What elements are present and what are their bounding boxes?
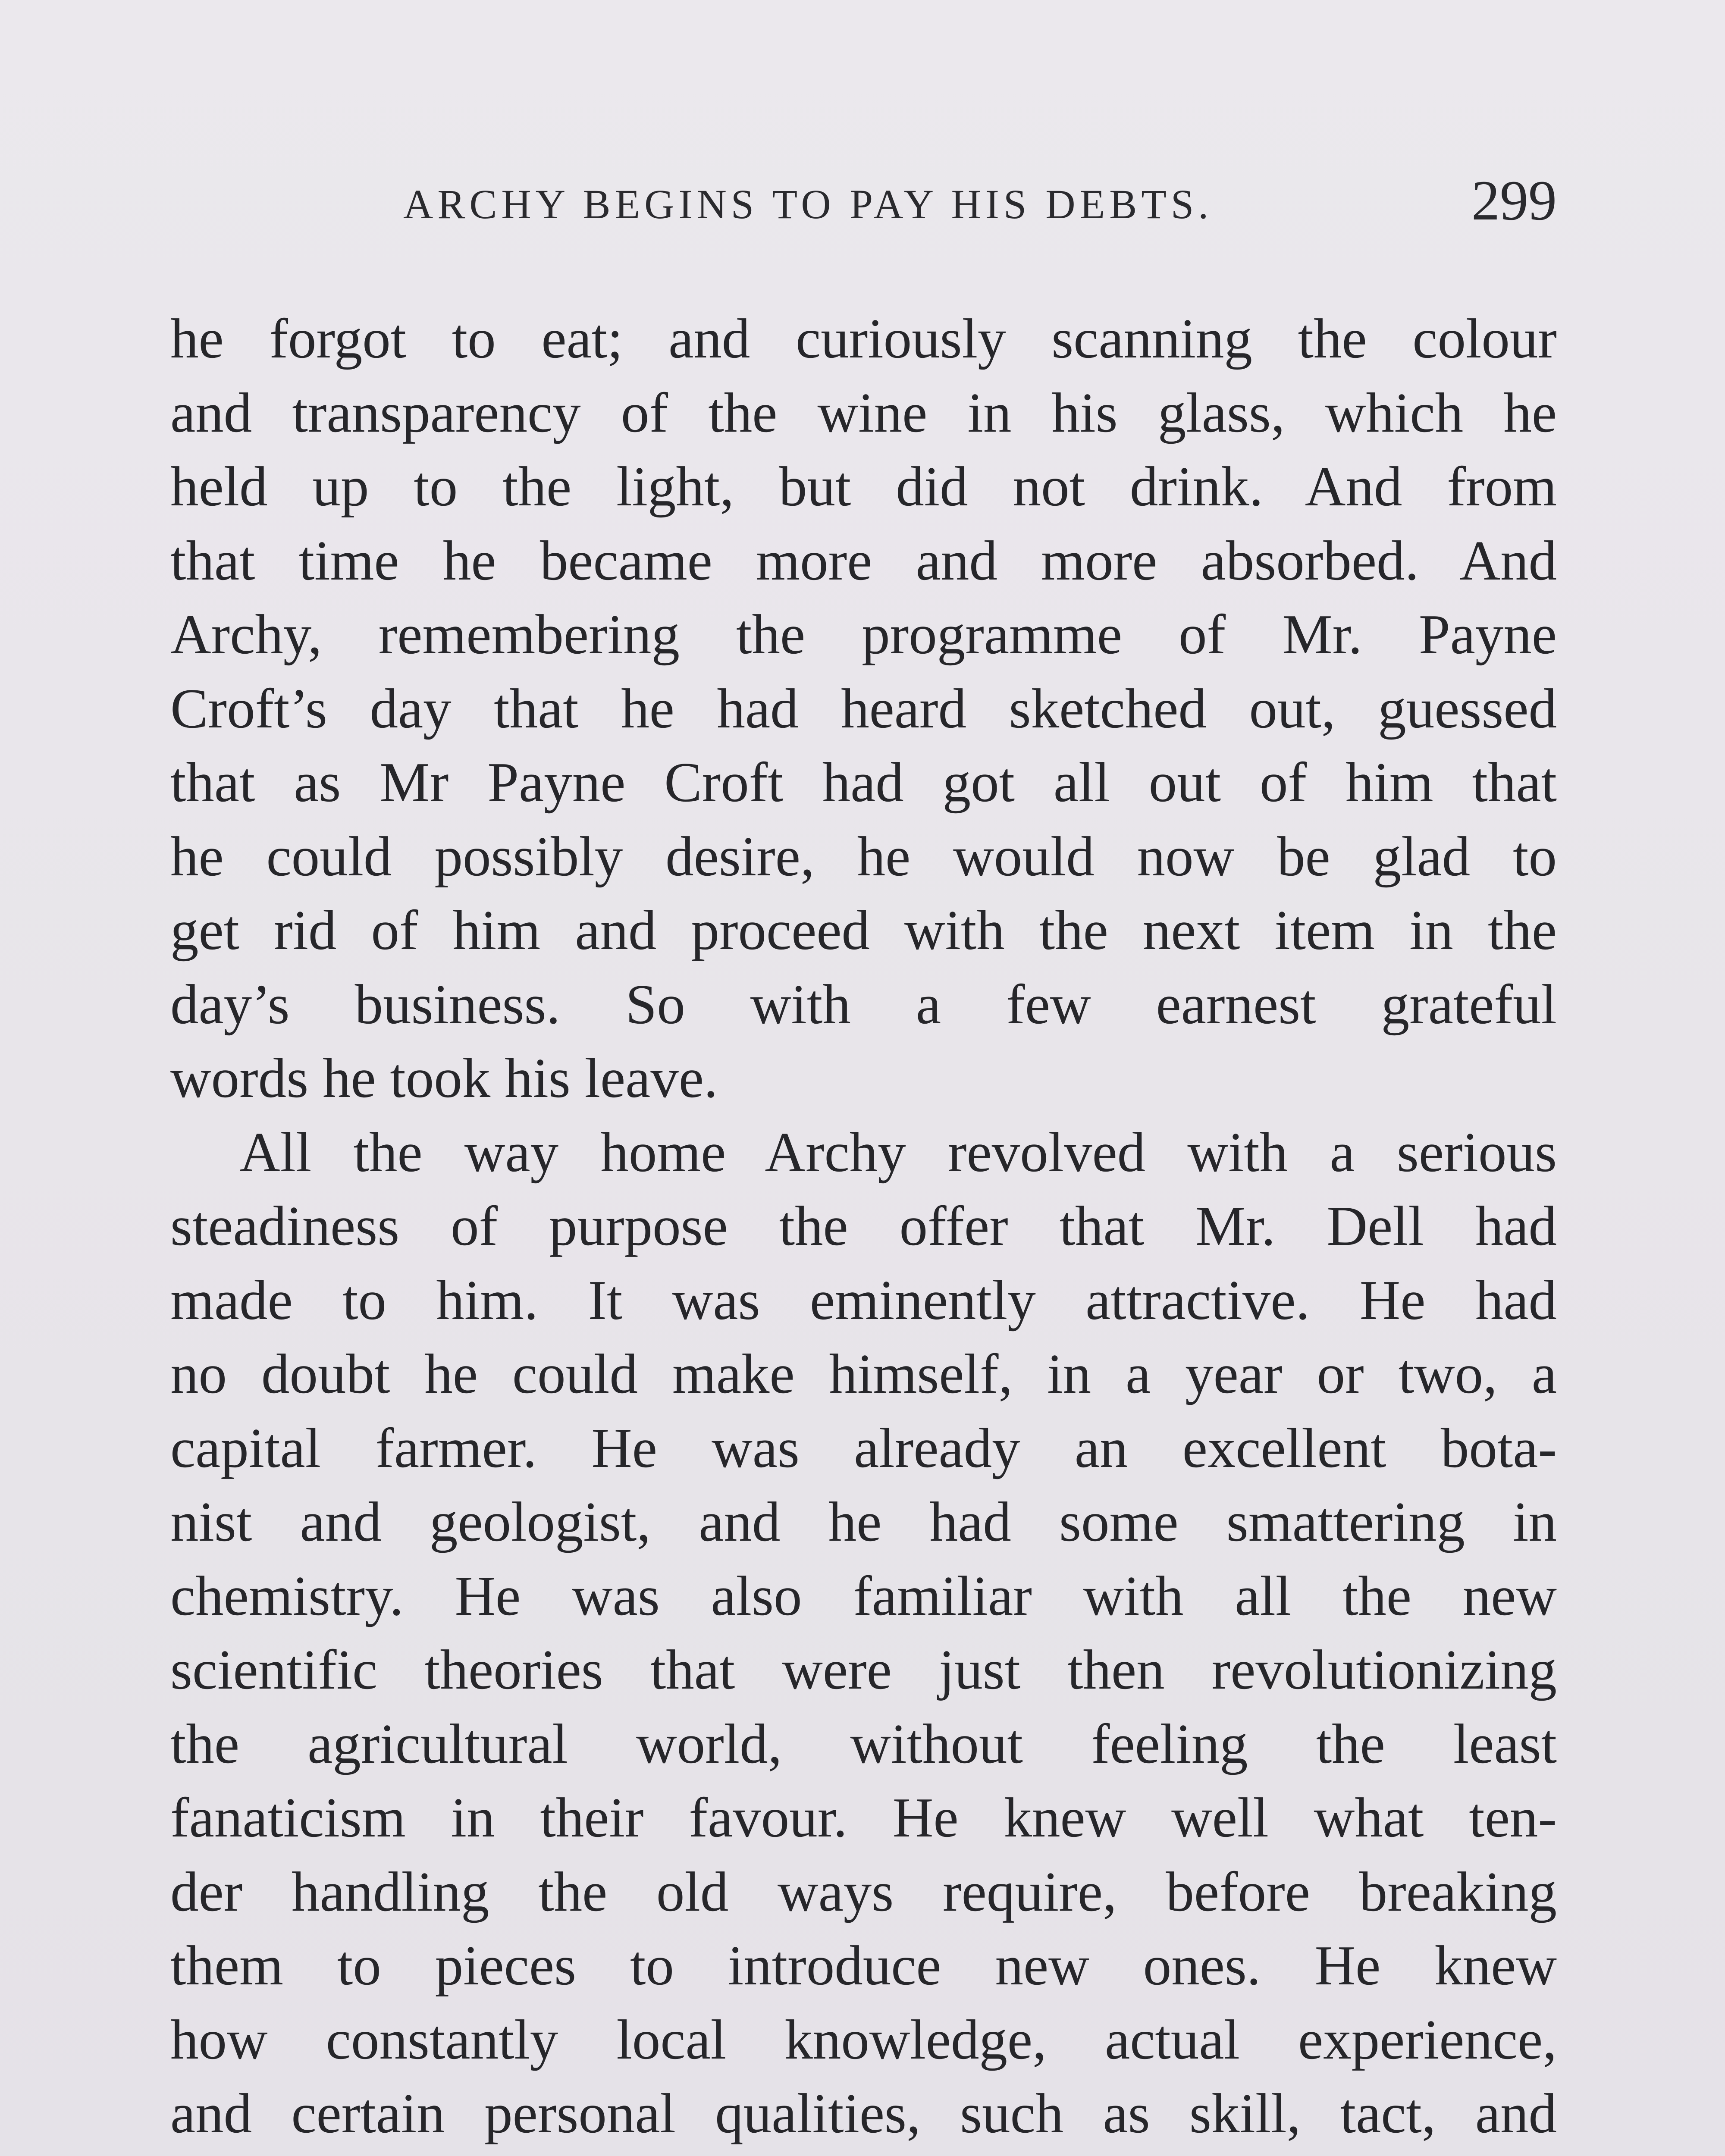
text-line: he could possibly desire, he would now be glad to: [170, 825, 1557, 888]
text-line: that time he became more and more absorbed. And: [170, 529, 1557, 592]
text-line: he forgot to eat; and curiously scanning the colour: [170, 307, 1557, 370]
text-line: them to pieces to introduce new ones. He knew: [170, 1934, 1557, 1997]
paragraph-start-line: All the way home Archy revolved with a serious: [239, 1121, 1557, 1184]
text-line: der handling the old ways require, before breaking: [170, 1860, 1557, 1923]
text-line: day’s business. So with a few earnest grateful: [170, 973, 1557, 1036]
text-line: Croft’s day that he had heard sketched out, guessed: [170, 677, 1557, 740]
text-line: the agricultural world, without feeling the least: [170, 1712, 1557, 1775]
text-line: that as Mr Payne Croft had got all out of him that: [170, 751, 1557, 814]
body-text: [170, 302, 1557, 2156]
text-line: words he took his leave.: [170, 1047, 718, 1109]
text-line: no doubt he could make himself, in a year or two, a: [170, 1343, 1557, 1405]
text-line: [170, 2151, 1557, 2156]
text-line: get rid of him and proceed with the next item in the: [170, 899, 1557, 962]
text-line: capital farmer. He was already an excellent bota-: [170, 1416, 1557, 1479]
text-line: and certain personal qualities, such as skill, tact, and: [170, 2082, 1557, 2145]
text-line: Archy, remembering the programme of Mr. Payne: [170, 603, 1557, 666]
text-line: chemistry. He was also familiar with all the new: [170, 1564, 1557, 1627]
text-line: scientific theories that were just then revolutionizing: [170, 1639, 1557, 1701]
page-number: 299: [1471, 169, 1557, 232]
running-title: ARCHY BEGINS TO PAY HIS DEBTS.: [403, 181, 1213, 227]
text-line: how constantly local knowledge, actual experience,: [170, 2008, 1557, 2071]
text-line: nist and geologist, and he had some smattering in: [170, 1491, 1557, 1553]
text-line: and transparency of the wine in his glass, which he: [170, 381, 1557, 444]
text-line: held up to the light, but did not drink. And from: [170, 455, 1557, 518]
text-line: fanaticism in their favour. He knew well what ten-: [170, 1786, 1557, 1849]
running-head: [170, 167, 1557, 232]
text-line: steadiness of purpose the offer that Mr. Dell had: [170, 1195, 1557, 1257]
text-line: made to him. It was eminently attractive. He had: [170, 1269, 1557, 1332]
